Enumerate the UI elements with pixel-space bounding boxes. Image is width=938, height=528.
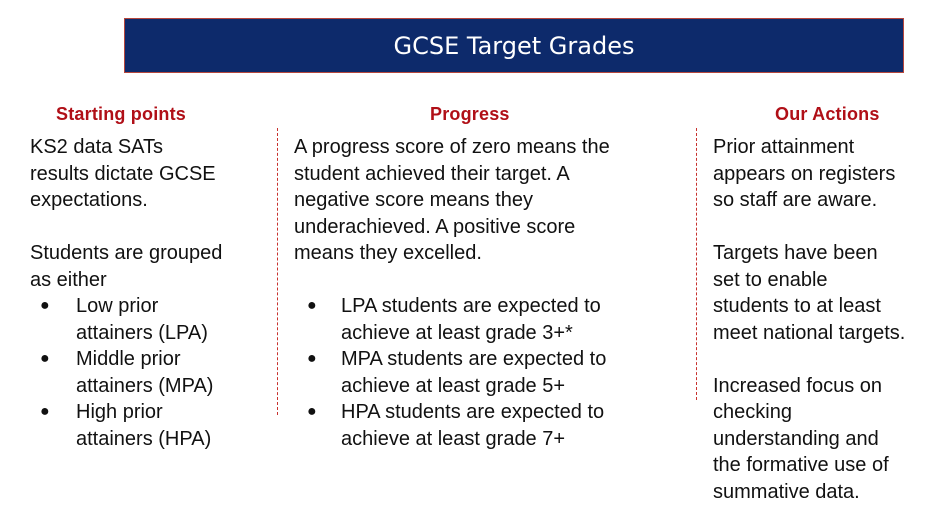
heading-our-actions: Our Actions — [775, 104, 880, 124]
starting-points-intro: KS2 data SATs results dictate GCSE expectations. — [30, 136, 216, 211]
bullet-icon: ● — [40, 297, 50, 314]
expected-grades-list — [294, 293, 674, 452]
page-title: GCSE Target Grades — [393, 31, 635, 60]
column-divider-left — [277, 128, 278, 415]
starting-points-column — [30, 134, 270, 452]
bullet-icon: ● — [40, 350, 50, 367]
prior-attainer-list — [30, 293, 270, 452]
bullet-icon: ● — [307, 350, 317, 367]
actions-focus: Increased focus on checking understanding and the formative use of summative data. — [713, 374, 889, 503]
actions-targets: Targets have been set to enable students to at least meet national targets. — [713, 242, 906, 344]
our-actions-column — [713, 134, 935, 505]
list-item: ● Middle prior attainers (MPA) — [40, 348, 214, 397]
progress-column — [294, 134, 674, 452]
progress-explanation: A progress score of zero means the student achieved their target. A negative score means they underachieved. A positive score means they excelled. — [294, 136, 610, 264]
list-item: ● LPA students are expected to achieve at least grade 3+* — [307, 295, 601, 344]
list-item: ● MPA students are expected to achieve at least grade 5+ — [307, 348, 607, 397]
title-banner — [124, 18, 904, 73]
list-item: ● High prior attainers (HPA) — [40, 401, 212, 450]
heading-starting-points: Starting points — [56, 104, 186, 124]
bullet-icon: ● — [307, 297, 317, 314]
list-item: ● Low prior attainers (LPA) — [40, 295, 208, 344]
list-item: ● HPA students are expected to achieve at least grade 7+ — [307, 401, 605, 450]
heading-progress: Progress — [430, 104, 510, 124]
starting-points-grouping: Students are grouped as either — [30, 242, 223, 291]
column-divider-right — [696, 128, 697, 400]
actions-registers: Prior attainment appears on registers so staff are aware. — [713, 136, 896, 211]
bullet-icon: ● — [307, 403, 317, 420]
bullet-icon: ● — [40, 403, 50, 420]
